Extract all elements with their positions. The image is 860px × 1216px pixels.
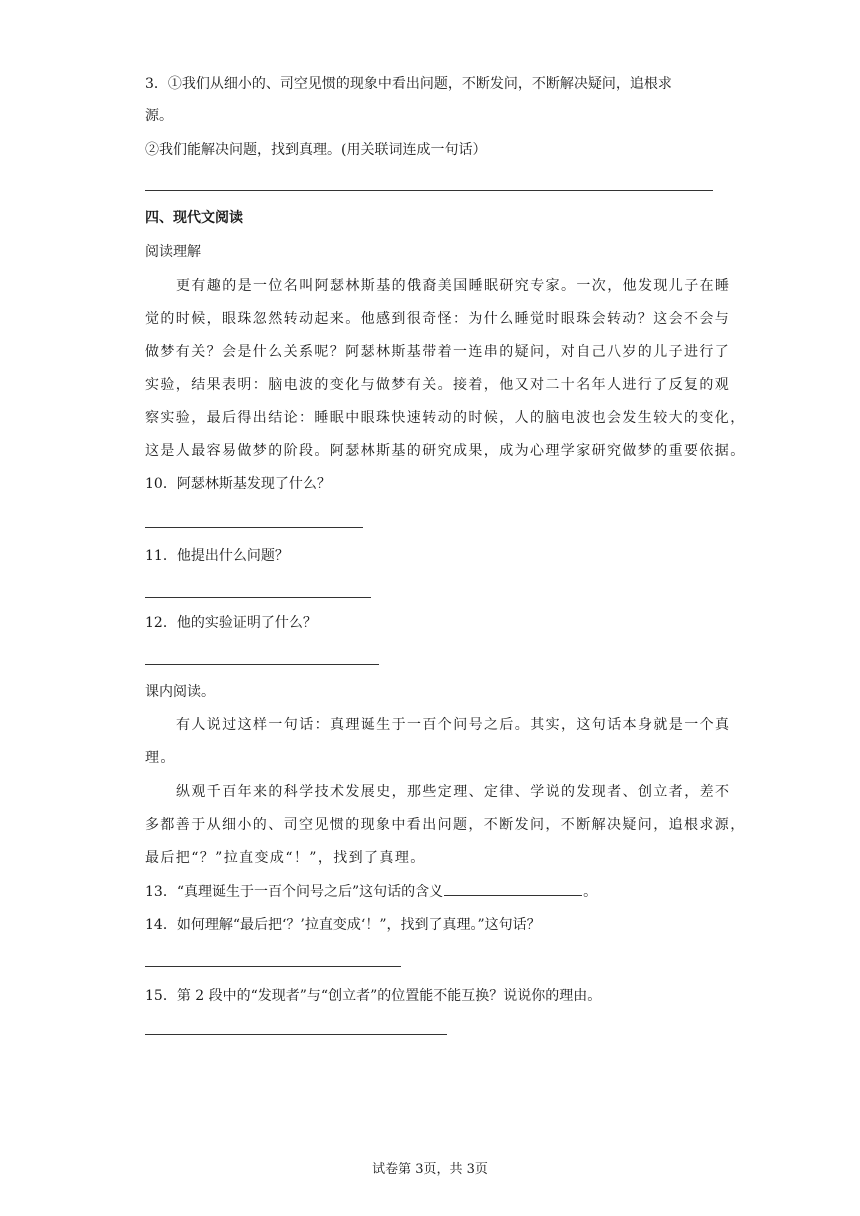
passage-line: 做梦有关？会是什么关系呢？阿瑟林斯基带着一连串的疑问，对自己八岁的儿子进行了 [145, 344, 731, 360]
passage-line: 纵观千百年来的科学技术发展史，那些定理、定律、学说的发现者、创立者，差不 [176, 784, 731, 800]
q13-end: 。 [583, 884, 598, 900]
question-15: 15．第 2 段中的“发现者”与“创立者”的位置能不能互换？说说你的理由。 [145, 988, 602, 1004]
q3-line3: ②我们能解决问题，找到真理。(用关联词连成一句话） [145, 142, 487, 158]
q3-line1: 3．①我们从细小的、司空见惯的现象中看出问题，不断发问，不断解决疑问，追根求 [145, 76, 672, 92]
passage-line: 有人说过这样一句话：真理诞生于一百个问号之后。其实，这句话本身就是一个真 [176, 717, 731, 733]
q11-answer-line[interactable] [145, 597, 371, 598]
question-10: 10．阿瑟林斯基发现了什么？ [145, 476, 331, 492]
question-11: 11．他提出什么问题？ [145, 548, 289, 564]
section4-subheading: 阅读理解 [145, 244, 201, 260]
q10-answer-line[interactable] [145, 527, 363, 528]
passage-line: 实验，结果表明：脑电波的变化与做梦有关。接着，他又对二十名年人进行了反复的观 [145, 377, 731, 393]
q12-answer-line[interactable] [145, 664, 379, 665]
question-13 [145, 881, 597, 902]
question-14: 14．如何理解“最后把‘？’拉直变成‘！”，找到了真理。”这句话？ [145, 917, 541, 933]
q3-line2: 源。 [145, 108, 173, 124]
question-12: 12．他的实验证明了什么？ [145, 615, 317, 631]
passage-line: 最后把“？”拉直变成“！”，找到了真理。 [145, 850, 426, 866]
page-footer: 试卷第 3页，共 3页 [372, 1162, 488, 1177]
section4-heading: 四、现代文阅读 [145, 210, 243, 226]
q13-text: 13．“真理诞生于一百个问号之后”这句话的含义 [145, 884, 444, 900]
q3-answer-line[interactable] [145, 190, 713, 191]
q13-blank[interactable] [444, 881, 582, 896]
passage-line: 理。 [145, 750, 176, 766]
passage-line: 察实验，最后得出结论：睡眠中眼珠快速转动的时候，人的脑电波也会发生较大的变化， [145, 410, 746, 426]
passage-line: 觉的时候，眼珠忽然转动起来。他感到很奇怪：为什么睡觉时眼珠会转动？这会不会与 [145, 311, 731, 327]
passage-line: 多都善于从细小的、司空见惯的现象中看出问题，不断发问，不断解决疑问，追根求源， [145, 817, 746, 833]
q15-answer-line[interactable] [145, 1034, 447, 1035]
q14-answer-line[interactable] [145, 966, 401, 967]
passage-line: 这是人最容易做梦的阶段。阿瑟林斯基的研究成果，成为心理学家研究做梦的重要依据。 [145, 443, 746, 459]
passage-line: 更有趣的是一位名叫阿瑟林斯基的俄裔美国睡眠研究专家。一次，他发现儿子在睡 [176, 278, 731, 294]
in-class-heading: 课内阅读。 [145, 684, 215, 700]
